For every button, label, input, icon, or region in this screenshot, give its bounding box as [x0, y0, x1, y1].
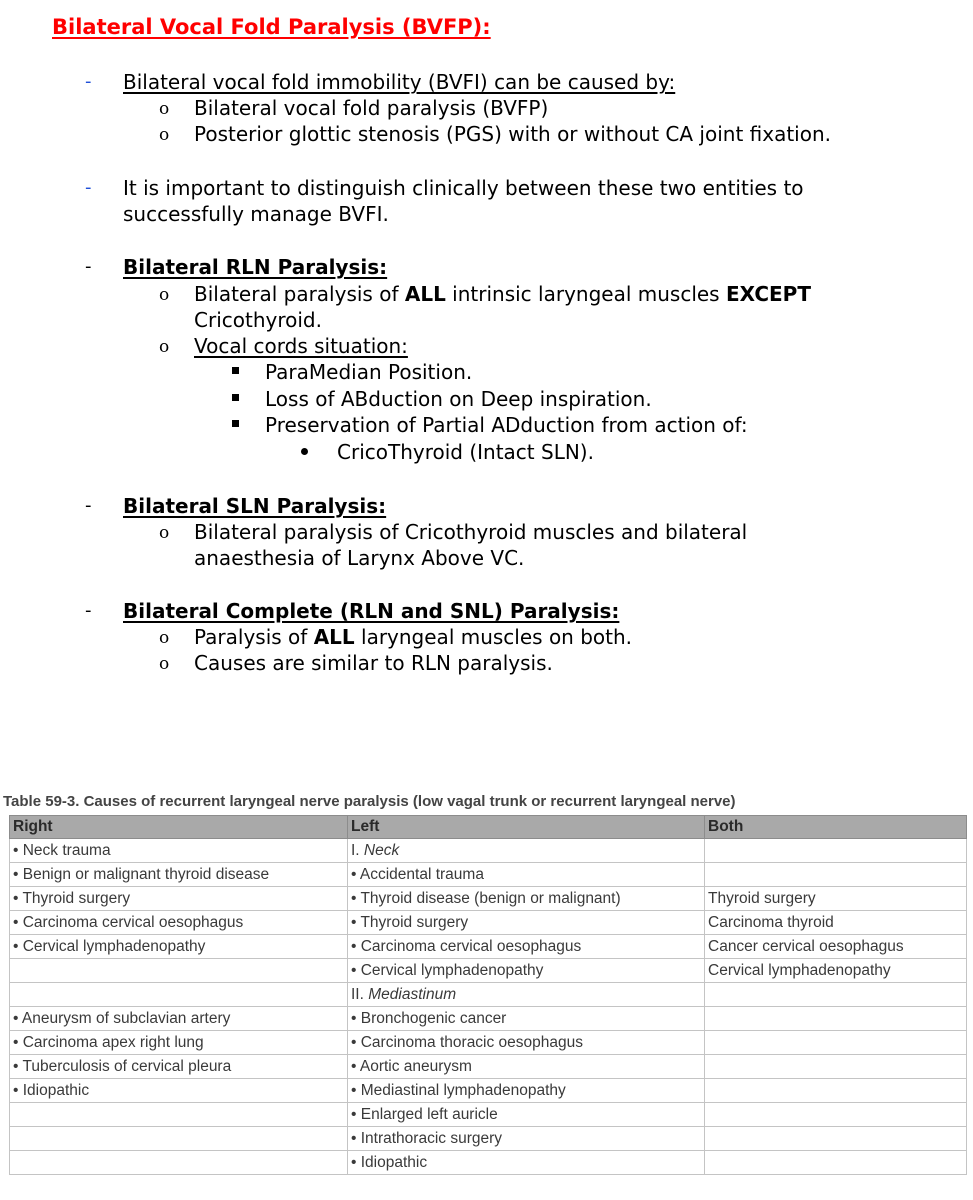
bvfi-cause-2: Posterior glottic stenosis (PGS) with or without CA joint fixation. [194, 122, 832, 146]
cell-both: Carcinoma thyroid [705, 911, 967, 935]
cell-left: • Aortic aneurysm [348, 1055, 705, 1079]
cell-left: • Bronchogenic cancer [348, 1007, 705, 1031]
cell-right [10, 1103, 348, 1127]
cell-left: • Carcinoma thoracic oesophagus [348, 1031, 705, 1055]
cell-right: • Benign or malignant thyroid disease [10, 863, 348, 887]
table-row [10, 1055, 967, 1079]
cell-left: • Accidental trauma [348, 863, 705, 887]
table-row [10, 887, 967, 911]
cell-right [10, 1151, 348, 1175]
table-row [10, 1079, 967, 1103]
dash-bullet: - [85, 71, 92, 92]
cell-left: • Idiopathic [348, 1151, 705, 1175]
sln-heading: Bilateral SLN Paralysis: [123, 494, 387, 518]
circle-bullet: o [159, 654, 170, 674]
table-header-row [10, 816, 967, 839]
complete-heading: Bilateral Complete (RLN and SNL) Paralysis: [123, 599, 620, 623]
cell-right: • Tuberculosis of cervical pleura [10, 1055, 348, 1079]
cell-both [705, 839, 967, 863]
rln-sub-1: ParaMedian Position. [265, 360, 473, 384]
rln-point-1: Bilateral paralysis of ALL intrinsic laryngeal muscles EXCEPT [194, 282, 811, 306]
rln-heading: Bilateral RLN Paralysis: [123, 255, 388, 279]
bvfi-cause-1: Bilateral vocal fold paralysis (BVFP) [194, 96, 549, 120]
cell-both [705, 863, 967, 887]
causes-table [9, 815, 967, 1175]
cell-left: • Thyroid disease (benign or malignant) [348, 887, 705, 911]
cell-left: • Thyroid surgery [348, 911, 705, 935]
cell-left: • Enlarged left auricle [348, 1103, 705, 1127]
table-row [10, 839, 967, 863]
distinguish-line-2: successfully manage BVFI. [123, 202, 389, 226]
circle-bullet: o [159, 125, 170, 145]
square-bullet [232, 367, 239, 374]
table-row [10, 1103, 967, 1127]
cell-right: • Carcinoma cervical oesophagus [10, 911, 348, 935]
cell-right [10, 983, 348, 1007]
cell-right: • Carcinoma apex right lung [10, 1031, 348, 1055]
cell-left: • Mediastinal lymphadenopathy [348, 1079, 705, 1103]
circle-bullet: o [159, 285, 170, 305]
table-row [10, 863, 967, 887]
cell-both [705, 1007, 967, 1031]
dash-bullet: - [85, 177, 92, 198]
distinguish-line-1: It is important to distinguish clinically between these two entities to [123, 176, 804, 200]
cell-both: Cervical lymphadenopathy [705, 959, 967, 983]
cell-left: • Carcinoma cervical oesophagus [348, 935, 705, 959]
col-header-right: Right [10, 816, 348, 839]
cell-left: • Cervical lymphadenopathy [348, 959, 705, 983]
rln-sub-3: Preservation of Partial ADduction from action of: [265, 413, 748, 437]
table-row [10, 911, 967, 935]
dash-bullet: - [85, 600, 92, 621]
col-header-left: Left [348, 816, 705, 839]
square-bullet [232, 420, 239, 427]
dash-bullet: - [85, 495, 92, 516]
circle-bullet: o [159, 99, 170, 119]
dash-bullet: - [85, 256, 92, 277]
col-header-both: Both [705, 816, 967, 839]
complete-point-1: Paralysis of ALL laryngeal muscles on both. [194, 625, 633, 649]
cell-right: • Aneurysm of subclavian artery [10, 1007, 348, 1031]
cell-both [705, 1031, 967, 1055]
page-title: Bilateral Vocal Fold Paralysis (BVFP): [52, 15, 491, 39]
circle-bullet: o [159, 628, 170, 648]
cell-both [705, 1151, 967, 1175]
cell-both: Cancer cervical oesophagus [705, 935, 967, 959]
sln-point-1: Bilateral paralysis of Cricothyroid muscles and bilateral [194, 520, 748, 544]
cell-left: • Intrathoracic surgery [348, 1127, 705, 1151]
cell-both [705, 1103, 967, 1127]
cell-both: Thyroid surgery [705, 887, 967, 911]
cell-right [10, 1127, 348, 1151]
circle-bullet: o [159, 523, 170, 543]
rln-sub-2: Loss of ABduction on Deep inspiration. [265, 387, 652, 411]
cell-both [705, 983, 967, 1007]
table-row [10, 1151, 967, 1175]
square-bullet [232, 394, 239, 401]
table-row [10, 959, 967, 983]
table-row [10, 1127, 967, 1151]
vocal-cords-heading: Vocal cords situation: [194, 334, 408, 358]
table-row [10, 1031, 967, 1055]
complete-point-2: Causes are similar to RLN paralysis. [194, 651, 553, 675]
cell-right: • Cervical lymphadenopathy [10, 935, 348, 959]
cell-both [705, 1079, 967, 1103]
cell-both [705, 1055, 967, 1079]
cell-right [10, 959, 348, 983]
table-row [10, 983, 967, 1007]
rln-sub-3-detail: CricoThyroid (Intact SLN). [337, 440, 594, 464]
rln-point-1-cont: Cricothyroid. [194, 308, 322, 332]
sln-point-1-cont: anaesthesia of Larynx Above VC. [194, 546, 525, 570]
table-caption: Table 59-3. Causes of recurrent laryngeal nerve paralysis (low vagal trunk or recurrent laryngeal nerve) [3, 793, 736, 810]
table-row [10, 1007, 967, 1031]
cell-right: • Neck trauma [10, 839, 348, 863]
cell-both [705, 1127, 967, 1151]
cell-left-section-neck: I. Neck [348, 839, 705, 863]
table-row [10, 935, 967, 959]
circle-bullet: o [159, 337, 170, 357]
cell-right: • Idiopathic [10, 1079, 348, 1103]
cell-left-section-mediastinum: II. Mediastinum [348, 983, 705, 1007]
round-bullet [301, 448, 308, 455]
cell-right: • Thyroid surgery [10, 887, 348, 911]
bvfi-heading: Bilateral vocal fold immobility (BVFI) can be caused by: [123, 70, 676, 94]
